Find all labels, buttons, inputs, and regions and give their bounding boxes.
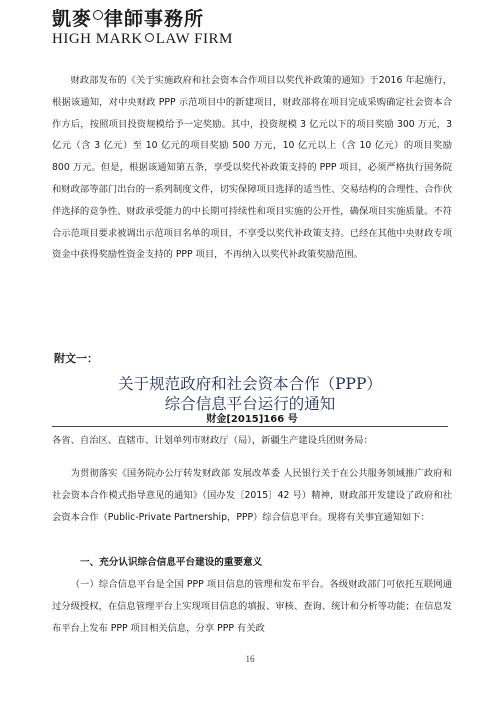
logo-cn-part1: 凱麥 (52, 8, 93, 30)
logo-cn-part2: 律師事務所 (104, 8, 205, 30)
intro-paragraph: 财政部发布的《关于实施政府和社会资本合作项目以奖代补政策的通知》于2016 年起施行，根据该通知，对中央财政 PPP 示范项目中的新建项目，财政部将在项目完成采购确定社会资本合作方后，按照项目投资规模给予一定奖励。其中，投资规模 3 亿元以下的项目奖励 300 万元，3 亿元（含 3 亿元）至 10 亿元的项目奖励 500 万元，10 亿元以上（含 10 亿元）的项目奖励 800 万元。但是，根据该通知第五条，享受以奖代补政策支持的 PPP 项目，必须严格执行国务院和财政部等部门出台的一系列制度文件，切实保障项目选择的适当性、交易结构的合理性、合作伙伴选择的竞争性、财政承受能力的中长期可持续性和项目实施的公开性，确保项目实施质量。不符合示范项目要求被调出示范项目名单的项目，不享受以奖代补政策支持。已经在其他中央财政专项资金中获得奖励性资金支持的 PPP 项目，不再纳入以奖代补政策奖励范围。 (52, 75, 452, 261)
doc-title-line2: 综合信息平台运行的通知 (164, 395, 336, 413)
logo-chinese (52, 4, 233, 31)
page-number: 16 (245, 654, 255, 664)
title-divider (52, 426, 448, 427)
addressees: 各省、自治区、直辖市、计划单列市财政厅（局），新疆生产建设兵团财务局： (52, 435, 373, 446)
appendix-label: 附文一： (54, 352, 98, 365)
section-paragraph: （一）综合信息平台是全国 PPP 项目信息的管理和发布平台。各级财政部门可依托互联网通过分级授权，在信息管理平台上实现项目信息的填报、审核、查询、统计和分析等功能；在信息发布平台上发布 PPP 项目相关信息，分享 PPP 有关政 (52, 579, 452, 634)
doc-title-line1: 关于规范政府和社会资本合作（PPP） (118, 375, 382, 393)
section-heading: 一、充分认识综合信息平台建设的重要意义 (80, 557, 263, 568)
doc-number: 财金[2015]166 号 (206, 414, 298, 425)
logo-circle-icon (93, 10, 103, 20)
logo-en-part2: LAW FIRM (155, 31, 233, 47)
logo-english (52, 31, 233, 48)
law-firm-logo (52, 4, 233, 48)
body-paragraph: 为贯彻落实《国务院办公厅转发财政部 发展改革委 人民银行关于在公共服务领域推广政府和社会资本合作模式指导意见的通知》（国办发〔2015〕42 号）精神，财政部开发建设了政府和社会资本合作（Public-Private Partnership，PPP）综合信息平台。现将有关事宜通知如下： (52, 468, 452, 523)
logo-en-part1: HIGH MARK (52, 31, 143, 47)
logo-circle-icon (145, 33, 154, 42)
